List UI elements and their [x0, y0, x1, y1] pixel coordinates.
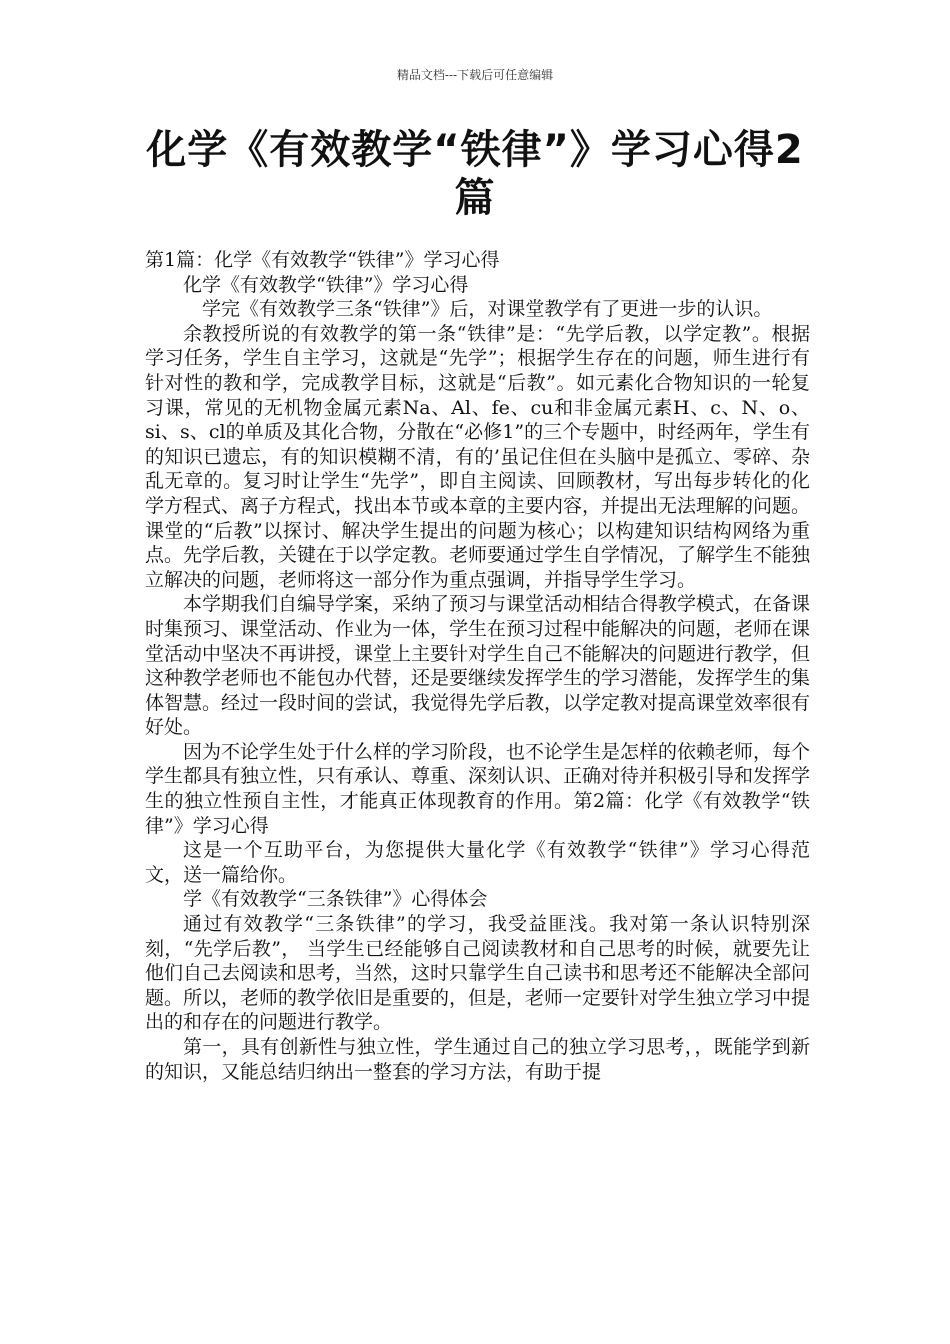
body-paragraph: 第一，具有创新性与独立性，学生通过自己的独立学习思考，，既能学到新的知识，又能总结归纳出一整套的学习方法，有助于提	[145, 1036, 810, 1083]
subtitle-paragraph: 化学《有效教学“铁律”》学习心得	[183, 273, 469, 296]
document-title: 化学《有效教学“铁律”》学习心得2篇	[146, 127, 804, 221]
part-1-heading: 第1篇：化学《有效教学“铁律”》学习心得	[145, 249, 500, 271]
page-header-note: 精品文档---下载后可任意编辑	[396, 68, 554, 82]
body-paragraph: 本学期我们自编导学案，采纳了预习与课堂活动相结合得教学模式，在备课时集预习、课堂活动、作业为一体，学生在预习过程中能解决的问题，老师在课堂活动中坚决不再讲授，课堂上主要针对学生自己不能解决的问题进行教学，但这种教学老师也不能包办代替，还是要继续发挥学生的学习潜能，发挥学生的集体智慧。经过一段时间的尝试，我觉得先学后教，以学定教对提高课堂效率很有好处。	[145, 593, 811, 739]
body-paragraph: 余教授所说的有效教学的第一条“铁律”是：“先学后教，以学定教”。根据学习任务，学生自主学习，这就是“先学”；根据学生存在的问题，师生进行有针对性的教和学，完成教学目标，这就是“后教”。如元素化合物知识的一轮复习课，常见的无机物金属元素Na、Al、fe、cu和非金属元素H、c、N、o、si、s、cl的单质及其化合物，分散在“必修1”的三个专题中，时经两年，学生有的知识已遗忘，有的知识模糊不清，有的’虽记住但在头脑中是孤立、零碎、杂乱无章的。复习时让学生“先学”，即自主阅读、回顾教材，写出每步转化的化学方程式、离子方程式，找出本节或本章的主要内容，并提出无法理解的问题。课堂的“后教”以探讨、解决学生提出的问题为核心；以构建知识结构网络为重点。先学后教，关键在于以学定教。老师要通过学生自学情况，了解学生不能独立解决的问题，老师将这一部分作为重点强调，并指导学生学习。	[145, 322, 811, 591]
document-body	[145, 248, 810, 1084]
body-paragraph: 因为不论学生处于什么样的学习阶段，也不论学生是怎样的依赖老师，每个学生都具有独立性，只有承认、尊重、深刻认识、正确对待并积极引导和发挥学生的独立性预自主性，才能真正体现教育的作用。第2篇：化学《有效教学“铁律”》学习心得	[145, 740, 811, 837]
body-paragraph: 这是一个互助平台，为您提供大量化学《有效教学“铁律”》学习心得范文，送一篇给你。	[145, 839, 810, 886]
body-paragraph: 通过有效教学“三条铁律”的学习，我受益匪浅。我对第一条认识特别深刻，“先学后教”， 当学生已经能够自己阅读教材和自己思考的时候，就要先让他们自己去阅读和思考，当然，这时只靠学生自己读书和思考还不能解决全部问题。所以，老师的教学依旧是重要的，但是，老师一定要针对学生独立学习中提出的和存在的问题进行教学。	[145, 913, 811, 1034]
body-paragraph: 学完《有效教学三条“铁律”》后，对课堂教学有了更进一步的认识。	[202, 298, 773, 321]
section-subheading: 学《有效教学“三条铁律”》心得体会	[183, 888, 488, 911]
